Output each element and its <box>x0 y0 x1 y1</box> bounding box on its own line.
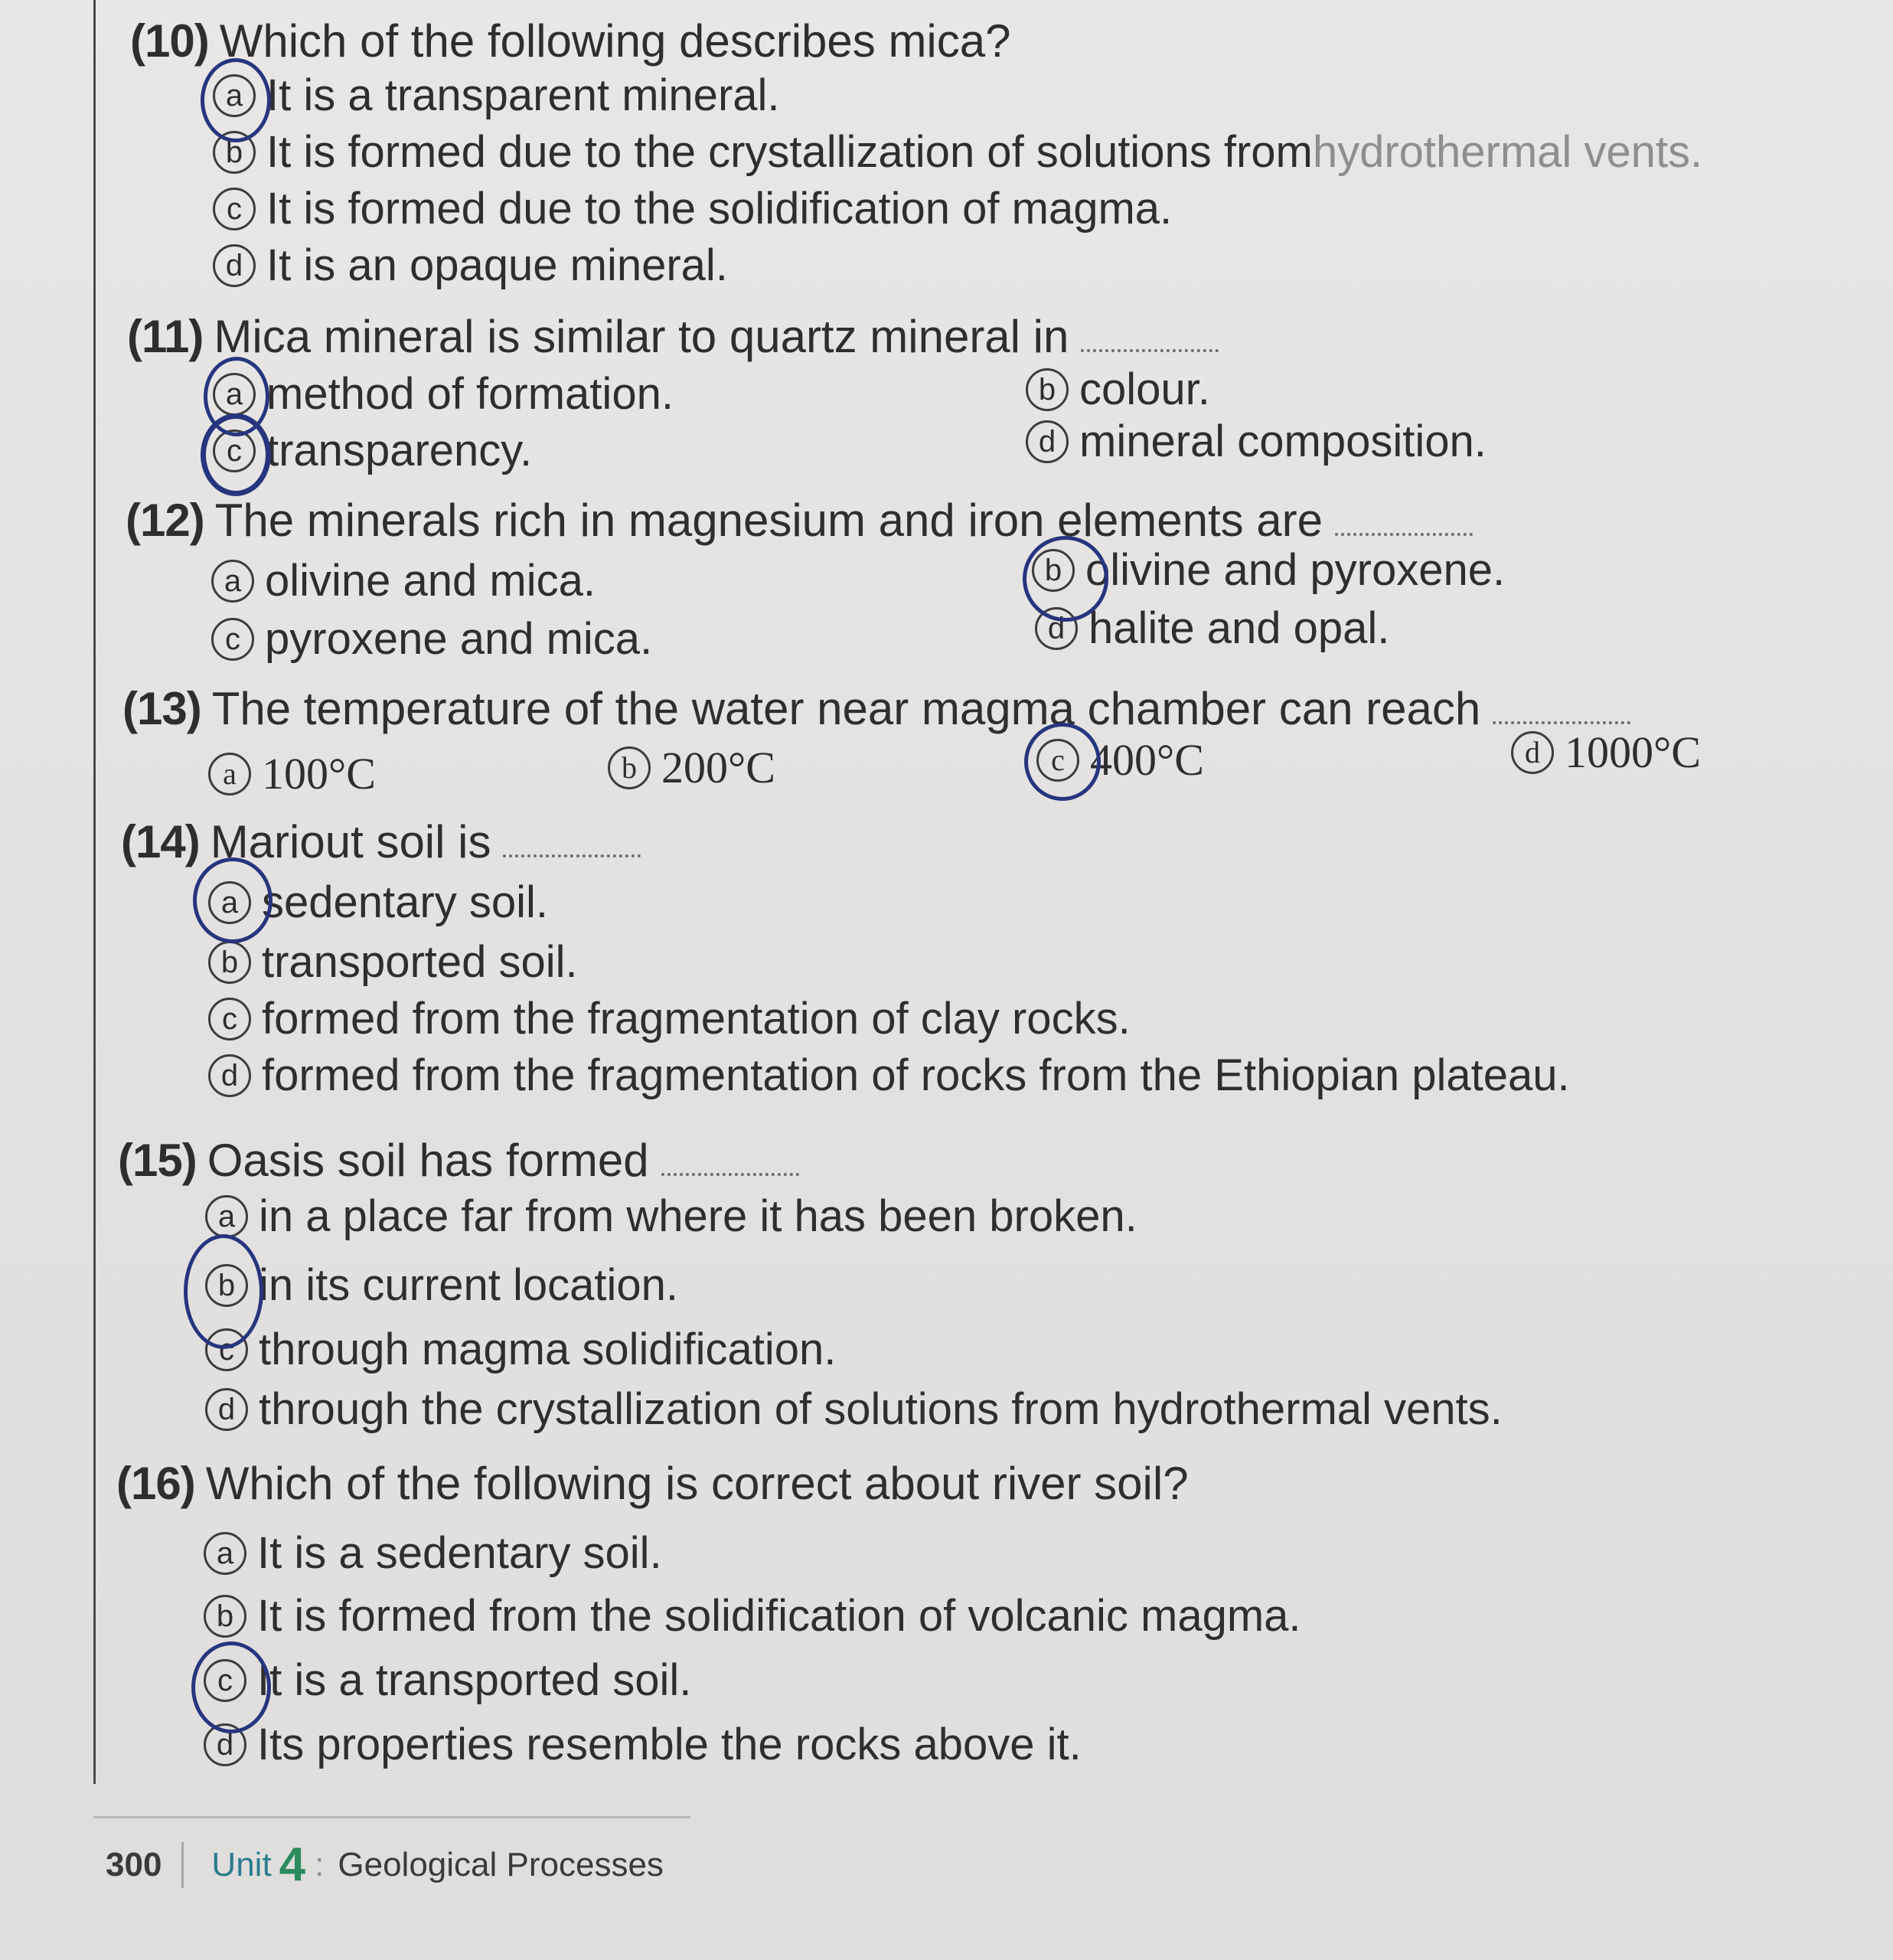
option-letter: b <box>205 1264 248 1307</box>
page-footer <box>106 1838 664 1892</box>
answer-blank <box>661 1173 799 1176</box>
option-letter: a <box>211 560 254 603</box>
option-text: in a place far from where it has been broken. <box>259 1191 1137 1241</box>
option-text: through the crystallization of solutions from hydrothermal vents. <box>259 1384 1503 1434</box>
answer-blank <box>1335 533 1473 536</box>
option-text: It is a transparent mineral. <box>266 70 780 120</box>
option-letter: a <box>204 1532 246 1575</box>
question-text: Which of the following describes mica? <box>219 15 1011 67</box>
option-15-d[interactable] <box>205 1384 1503 1434</box>
option-letter: d <box>1035 607 1078 650</box>
option-text: It is formed due to the crystallization of solutions from <box>266 127 1313 177</box>
option-text: formed from the fragmentation of clay rocks. <box>262 994 1131 1044</box>
option-letter: c <box>205 1328 248 1371</box>
question-15 <box>118 1135 799 1186</box>
option-letter: a <box>208 753 251 795</box>
option-letter: d <box>1511 731 1554 774</box>
option-10-d[interactable] <box>213 240 728 290</box>
option-text: 1000°C <box>1565 727 1701 777</box>
option-letter: c <box>1036 739 1079 782</box>
option-text: colour. <box>1079 364 1210 414</box>
question-number: (16) <box>116 1458 195 1509</box>
question-number: (12) <box>126 495 204 546</box>
option-text: It is a transported soil. <box>257 1655 692 1705</box>
option-letter: c <box>204 1659 246 1702</box>
option-text: in its current location. <box>259 1260 679 1310</box>
option-13-d[interactable] <box>1511 727 1701 777</box>
option-text: transparency. <box>266 426 533 475</box>
option-16-b[interactable] <box>204 1591 1301 1641</box>
option-text: transported soil. <box>262 937 578 987</box>
pen-circle-10-a <box>201 58 271 142</box>
question-13 <box>122 683 1630 734</box>
pen-circle-16-c <box>191 1642 271 1733</box>
option-12-c[interactable] <box>211 614 653 664</box>
margin-line <box>93 0 96 1784</box>
question-number: (10) <box>130 15 209 67</box>
option-13-b[interactable] <box>608 743 775 792</box>
option-15-c[interactable] <box>205 1325 837 1374</box>
pen-circle-13-c <box>1024 723 1101 801</box>
answer-blank <box>1081 349 1219 352</box>
option-letter: d <box>213 244 256 287</box>
unit-title: Geological Processes <box>338 1845 664 1883</box>
question-text: Oasis soil has formed <box>207 1135 649 1186</box>
option-16-a[interactable] <box>204 1528 662 1578</box>
option-text: It is formed due to the solidification of magma. <box>266 184 1173 234</box>
option-letter: c <box>213 430 256 472</box>
question-text: Which of the following is correct about river soil? <box>205 1458 1189 1509</box>
option-10-a[interactable] <box>213 70 780 120</box>
question-10 <box>130 15 1011 67</box>
option-letter: d <box>204 1723 246 1766</box>
option-letter: b <box>1032 549 1075 592</box>
question-number: (14) <box>121 816 200 867</box>
option-text: method of formation. <box>266 369 674 419</box>
option-10-c[interactable] <box>213 184 1173 234</box>
question-text: Mariout soil is <box>210 816 491 867</box>
option-text: 200°C <box>661 743 775 792</box>
option-10-b[interactable] <box>213 127 1703 177</box>
option-letter: a <box>213 373 256 416</box>
option-letter: c <box>208 998 251 1040</box>
unit-label: Unit <box>211 1845 272 1883</box>
footer-separator <box>181 1842 184 1888</box>
option-16-c[interactable] <box>204 1655 692 1705</box>
option-letter: a <box>208 881 251 924</box>
pen-circle-14-a <box>193 858 273 943</box>
question-14 <box>121 816 641 867</box>
question-11 <box>127 311 1219 362</box>
option-15-b[interactable] <box>205 1260 679 1310</box>
option-text: Its properties resemble the rocks above it. <box>257 1720 1082 1769</box>
answer-blank <box>1493 721 1630 724</box>
option-letter: a <box>213 74 256 117</box>
option-letter: d <box>1026 420 1069 463</box>
option-letter: b <box>1026 368 1069 411</box>
option-text: sedentary soil. <box>262 877 548 927</box>
option-text: halite and opal. <box>1088 603 1390 653</box>
question-number: (13) <box>122 683 201 734</box>
option-text: through magma solidification. <box>259 1325 837 1374</box>
footer-colon: : <box>315 1845 325 1883</box>
question-12 <box>126 495 1473 546</box>
option-letter: a <box>205 1195 248 1238</box>
option-letter: d <box>205 1388 248 1431</box>
option-14-c[interactable] <box>208 994 1131 1044</box>
option-12-a[interactable] <box>211 556 596 606</box>
option-text: olivine and mica. <box>265 556 596 606</box>
option-text: 400°C <box>1090 735 1204 785</box>
option-text-faded: hydrothermal vents. <box>1312 127 1703 177</box>
option-letter: b <box>608 746 651 789</box>
option-11-a[interactable] <box>213 369 674 419</box>
option-letter: b <box>213 131 256 174</box>
option-letter: d <box>208 1054 251 1097</box>
question-text: The minerals rich in magnesium and iron elements are <box>214 495 1323 546</box>
question-number: (11) <box>127 311 204 362</box>
option-13-a[interactable] <box>208 749 376 799</box>
option-text: olivine and pyroxene. <box>1085 545 1506 595</box>
option-16-d[interactable] <box>204 1720 1082 1769</box>
option-letter: b <box>208 941 251 984</box>
footer-rule <box>93 1816 690 1818</box>
option-text: mineral composition. <box>1079 416 1487 466</box>
option-14-d[interactable] <box>208 1050 1570 1100</box>
option-letter: c <box>213 188 256 230</box>
question-16 <box>116 1458 1189 1509</box>
question-number: (15) <box>118 1135 197 1186</box>
option-letter: c <box>211 618 254 661</box>
question-text: The temperature of the water near magma chamber can reach <box>211 683 1481 734</box>
question-text: Mica mineral is similar to quartz mineral in <box>214 311 1069 362</box>
option-11-d[interactable] <box>1026 416 1487 466</box>
option-text: It is formed from the solidification of volcanic magma. <box>257 1591 1301 1641</box>
page-number: 300 <box>106 1845 162 1883</box>
option-text: pyroxene and mica. <box>265 614 653 664</box>
option-text: It is an opaque mineral. <box>266 240 728 290</box>
pen-circle-15-b <box>184 1234 263 1349</box>
option-text: It is a sedentary soil. <box>257 1528 662 1578</box>
option-text: formed from the fragmentation of rocks from the Ethiopian plateau. <box>262 1050 1570 1100</box>
option-11-b[interactable] <box>1026 364 1210 414</box>
option-15-a[interactable] <box>205 1191 1137 1241</box>
option-text: 100°C <box>262 749 376 799</box>
option-14-b[interactable] <box>208 937 578 987</box>
pen-circle-12-b <box>1023 536 1108 622</box>
pen-circle-11-c <box>201 413 271 496</box>
answer-blank <box>503 854 641 858</box>
option-letter: b <box>204 1595 246 1638</box>
unit-number: 4 <box>279 1838 306 1891</box>
